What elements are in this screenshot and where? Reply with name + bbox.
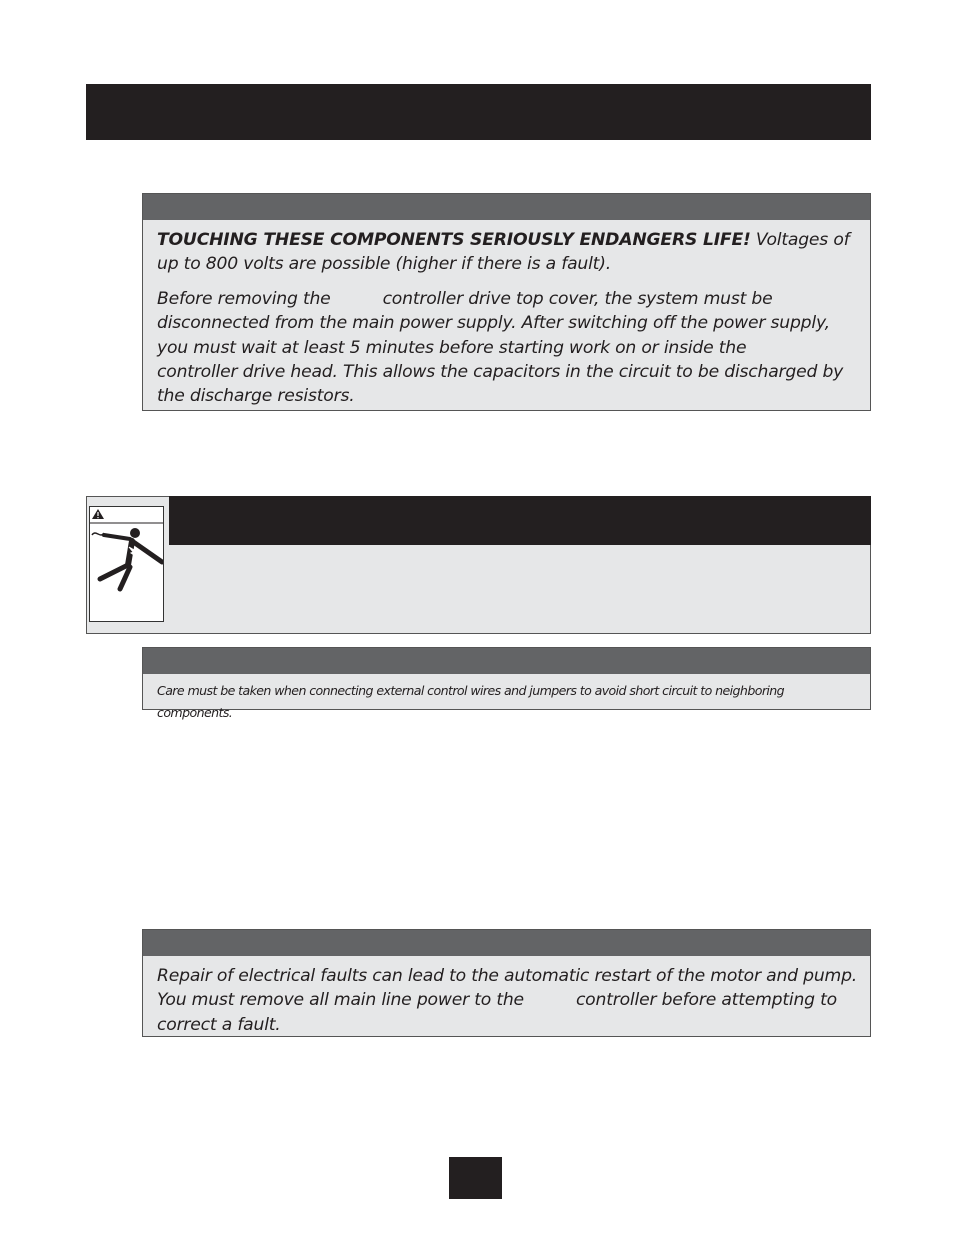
- warning-box-header: [143, 194, 870, 220]
- warning-voltage-text: Voltages of up to 800 volts are possible (higher if there is a fault).: [157, 230, 850, 275]
- warning-box-touching-components: [142, 193, 871, 411]
- warning-fault-text-a: Repair of electrical faults can lead to the automatic restart of the motor and pump. You must remove all main line power to the: [157, 966, 858, 1011]
- warning-lead-text: TOUCHING THESE COMPONENTS SERIOUSLY ENDANGERS LIFE!: [157, 230, 751, 250]
- warning-fault-paragraph: [157, 964, 858, 1037]
- warning-box-fault-repair: [142, 929, 871, 1037]
- warning-box-external-wiring: [142, 647, 871, 720]
- electrical-hazard-panel: [86, 496, 871, 634]
- section-header-bar: [86, 84, 871, 140]
- warning-paragraph-voltage: [157, 228, 858, 277]
- warning-box-header: [143, 648, 870, 674]
- warning-disconnect-text-c: controller drive head. This allows the capacitors in the circuit to be discharged by the discharge resistors.: [157, 362, 844, 407]
- warning-fault-text-b: controller before attempting to correct a fault.: [157, 990, 837, 1035]
- warning-box-body: [143, 956, 870, 1041]
- warning-box-body: [143, 220, 870, 413]
- electric-shock-hazard-icon: [89, 506, 164, 622]
- warning-box-header: [143, 930, 870, 956]
- warning-box-body: [143, 674, 870, 724]
- hazard-title-bar: [169, 496, 871, 545]
- warning-wiring-text: Care must be taken when connecting external control wires and jumpers to avoid short circuit to neighboring components.: [157, 683, 785, 720]
- warning-disconnect-text-b: controller drive top cover, the system must be disconnected from the main power supply. After switching off the power supply, you must wait at least 5 minutes before starting work on or inside the: [157, 288, 830, 358]
- page-number-block: [449, 1157, 502, 1199]
- warning-disconnect-text-a: Before removing the: [157, 288, 331, 309]
- warning-paragraph-disconnect: [157, 287, 858, 409]
